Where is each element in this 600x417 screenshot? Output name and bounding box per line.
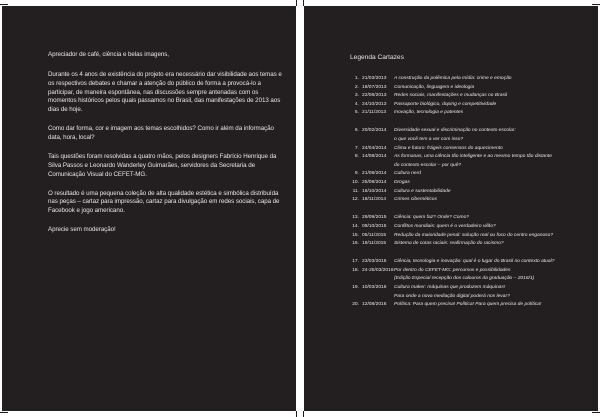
poster-date: 21/11/2013 — [362, 110, 387, 116]
poster-date: 24/04/2014 — [362, 145, 387, 151]
poster-theme: Crimes cibernéticos — [394, 197, 437, 203]
poster-number: 10. — [352, 180, 359, 186]
paragraph: Como dar forma, cor e imagem aos temas escolhidos? Como ir além da informação data, hora, local? — [48, 125, 274, 141]
poster-number: 2. — [354, 84, 359, 90]
paragraph: O resultado é uma pequena coleção de alta qualidade estética e simbólica distribuída nas peças – cartaz para impressão, cartaz para divulgação em redes sociais, capa de Facebook e jogo americano. — [48, 189, 280, 215]
crop-mark — [0, 4, 8, 5]
poster-date: 20/02/2014 — [362, 128, 387, 134]
poster-theme: Cultura e sustentabilidade — [394, 188, 451, 194]
poster-date: 19/11/2015 — [362, 241, 387, 247]
poster-theme: Para onde a nova mediação digital poderá nos levar? — [394, 293, 510, 299]
poster-date: 25/09/2014 — [362, 180, 387, 186]
poster-theme: Cultura maker: máquinas que produzem máquinas! — [394, 284, 506, 290]
crop-mark — [592, 412, 600, 413]
poster-number: 8. — [354, 154, 359, 160]
poster-theme: Por dentro do CEFET-MG: percursos e possibilidades — [394, 267, 511, 273]
legend-group — [350, 258, 594, 310]
poster-number: 6. — [354, 128, 359, 134]
legend-row — [350, 240, 594, 249]
paragraph: Durante os 4 anos de existência do projeto era necessário dar visibilidade aos temas e os respectivos debates e chamar a atenção do público de forma a provocá-lo a participar, de maneira espontânea, nas discussões sempre antenadas com os momentos históricos pelos quais passamos no Brasil, das manifestações de 2013 aos dias de hoje. — [48, 71, 282, 114]
poster-date: 24-25/03/2016 — [362, 267, 394, 273]
poster-date: 05/11/2015 — [362, 232, 387, 238]
legend-row — [350, 267, 594, 276]
right-page — [304, 6, 598, 411]
poster-date: 10/03/2016 — [362, 284, 387, 290]
crop-mark — [592, 4, 600, 5]
legend-row — [350, 301, 594, 310]
poster-theme: Ciência, tecnologia e inovação: qual é o lugar do Brasil no contexto atual? — [394, 259, 555, 265]
poster-number: 16. — [352, 241, 359, 247]
poster-number: 13. — [352, 215, 359, 221]
left-page — [2, 6, 296, 411]
poster-date: 18/11/2014 — [362, 197, 387, 203]
paragraph: Tais questões foram resolvidas a quatro mãos, pelos designers Fabrício Henrique da Silva Passos e Leonardo Wanderley Guimarães, servidores da Secretaria de Comunicação Visual do CEFET-MG. — [48, 153, 277, 178]
poster-legend — [350, 54, 594, 319]
legend-row — [350, 153, 594, 162]
poster-theme: do contexto escolar – por quê? — [394, 162, 462, 168]
poster-number: 15. — [352, 232, 359, 238]
poster-number: 11. — [352, 188, 359, 194]
legend-row — [350, 258, 594, 267]
legend-row — [350, 127, 594, 136]
poster-theme: As formanas, uma ciência tão inteligente e ao mesmo tempo tão distante — [394, 154, 552, 160]
crop-mark — [303, 411, 304, 417]
poster-number: 3. — [354, 93, 359, 99]
poster-number: 12. — [352, 197, 359, 203]
legend-row — [350, 109, 594, 118]
poster-theme: (Edição Especial recepção dos calouros da graduação – 2016/1) — [394, 276, 535, 282]
poster-number: 9. — [354, 171, 359, 177]
legend-group — [350, 75, 594, 118]
intro-text — [48, 51, 286, 235]
poster-date: 24/10/2013 — [362, 101, 387, 107]
poster-theme: Clima e futuro: frágeis consensos do aquecimento — [394, 145, 503, 151]
legend-row — [350, 145, 594, 154]
crop-mark — [0, 412, 8, 413]
poster-theme: Diversidade sexual e discriminação no contexto escolar: — [394, 128, 516, 134]
poster-date: 12/08/2016 — [362, 302, 387, 308]
legend-row — [350, 284, 594, 293]
poster-number: 19. — [352, 284, 359, 290]
legend-row-continuation — [350, 136, 594, 145]
poster-number: 7. — [354, 145, 359, 151]
poster-theme: Cultura nerd — [394, 171, 421, 177]
poster-theme: Sistema de cotas raciais: reafirmação do racismo? — [394, 241, 504, 247]
poster-theme: Política: Para quem precisa! Política! Para quem precisa de política! — [394, 302, 542, 308]
poster-date: 29/09/2015 — [362, 215, 387, 221]
legend-row — [350, 170, 594, 179]
legend-row — [350, 232, 594, 241]
poster-date: 21/03/2013 — [362, 76, 387, 81]
poster-theme: Redução da maioridade penal: solução real ou foco do centro enganoso? — [394, 232, 554, 238]
legend-row — [350, 214, 594, 223]
poster-theme: Comunicação, linguagem e ideologia — [394, 84, 475, 90]
crop-mark — [296, 0, 297, 6]
poster-date: 16/10/2014 — [362, 188, 387, 194]
poster-number: 18. — [352, 267, 359, 273]
poster-date: 22/08/2013 — [362, 93, 387, 99]
poster-theme: Ciência: quem faz? Onde? Como? — [394, 215, 470, 221]
poster-date: 21/08/2014 — [362, 171, 387, 177]
poster-theme: o que você tem a ver com isso? — [394, 137, 464, 143]
legend-row-continuation — [350, 162, 594, 171]
poster-date: 23/03/2016 — [362, 259, 387, 265]
poster-number: 17. — [352, 259, 359, 265]
legend-row-continuation — [350, 293, 594, 302]
legend-title: Legenda Cartazes — [350, 54, 404, 61]
poster-theme: A construção da polêmica pela mídia: crime e emoção — [394, 76, 512, 81]
poster-theme: Drogas — [394, 180, 410, 186]
poster-theme: Passaporte biológico, doping e competitividade — [394, 101, 497, 107]
poster-date: 18/07/2013 — [362, 84, 387, 90]
poster-date: 08/10/2015 — [362, 223, 387, 229]
poster-theme: Inovação, tecnologia e patentes — [394, 110, 464, 116]
legend-group — [350, 127, 594, 204]
closing-line: Aprecie sem moderação! — [48, 226, 116, 234]
legend-row-continuation — [350, 275, 594, 284]
legend-row — [350, 75, 594, 84]
legend-row — [350, 196, 594, 205]
poster-theme: Conflitos mundiais: quem é o verdadeiro vilão? — [394, 223, 496, 229]
legend-row — [350, 223, 594, 232]
poster-number: 1. — [354, 76, 359, 81]
legend-row — [350, 179, 594, 188]
legend-row — [350, 188, 594, 197]
poster-number: 20. — [352, 302, 359, 308]
poster-date: 14/08/2014 — [362, 154, 387, 160]
legend-group — [350, 214, 594, 248]
poster-number: 4. — [354, 101, 359, 107]
legend-row — [350, 101, 594, 110]
poster-number: 5. — [354, 110, 359, 116]
poster-number: 14. — [352, 223, 359, 229]
greeting: Apreciador de café, ciência e belas imagens, — [48, 51, 169, 58]
legend-row — [350, 92, 594, 101]
poster-theme: Redes sociais, manifestações e mudanças no Brasil — [394, 93, 508, 99]
legend-row — [350, 84, 594, 93]
legend-list — [350, 75, 594, 310]
crop-mark — [296, 411, 297, 417]
